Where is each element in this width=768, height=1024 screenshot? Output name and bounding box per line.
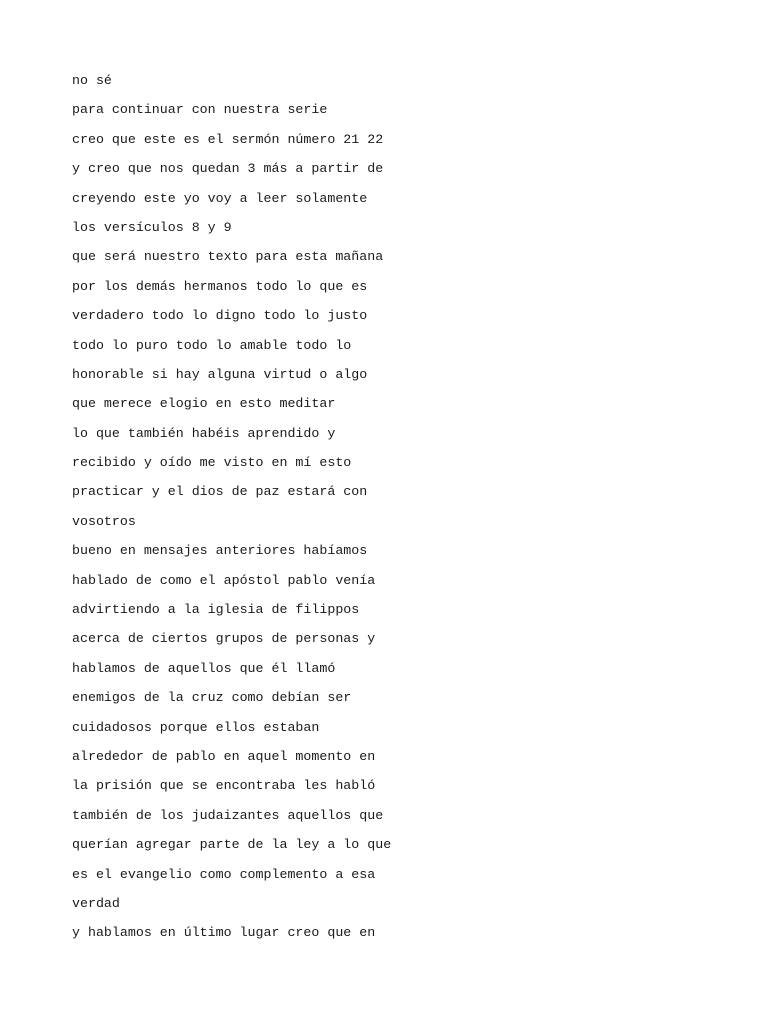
transcript-line: alrededor de pablo en aquel momento en bbox=[72, 748, 376, 764]
transcript-line: practicar y el dios de paz estará con bbox=[72, 484, 368, 500]
transcript-line: creyendo este yo voy a leer solamente bbox=[72, 190, 368, 206]
transcript-line: hablado de como el apóstol pablo venía bbox=[72, 572, 376, 588]
transcript-line: la prisión que se encontraba les habló bbox=[72, 778, 376, 794]
transcript-line: por los demás hermanos todo lo que es bbox=[72, 278, 368, 294]
transcript-line: todo lo puro todo lo amable todo lo bbox=[72, 337, 352, 353]
transcript-line: es el evangelio como complemento a esa bbox=[72, 866, 376, 882]
transcript-line: enemigos de la cruz como debían ser bbox=[72, 690, 352, 706]
transcript-line: que merece elogio en esto meditar bbox=[72, 396, 336, 412]
transcript-line: acerca de ciertos grupos de personas y bbox=[72, 631, 376, 647]
transcript-line: cuidadosos porque ellos estaban bbox=[72, 719, 320, 735]
transcript-line: que será nuestro texto para esta mañana bbox=[72, 249, 384, 265]
transcript-line: y creo que nos quedan 3 más a partir de bbox=[72, 161, 384, 177]
transcript-line: advirtiendo a la iglesia de filippos bbox=[72, 602, 360, 618]
transcript-page bbox=[72, 66, 712, 948]
transcript-line: honorable si hay alguna virtud o algo bbox=[72, 366, 368, 382]
transcript-line: recibido y oído me visto en mí esto bbox=[72, 455, 352, 471]
transcript-line: hablamos de aquellos que él llamó bbox=[72, 660, 336, 676]
transcript-line: lo que también habéis aprendido y bbox=[72, 425, 336, 441]
transcript-line: también de los judaizantes aquellos que bbox=[72, 807, 384, 823]
transcript-line: querían agregar parte de la ley a lo que bbox=[72, 837, 392, 853]
transcript-line: vosotros bbox=[72, 513, 136, 529]
transcript-line: para continuar con nuestra serie bbox=[72, 102, 328, 118]
transcript-line: no sé bbox=[72, 73, 112, 88]
transcript-line: bueno en mensajes anteriores habíamos bbox=[72, 543, 368, 559]
transcript-line: creo que este es el sermón número 21 22 bbox=[72, 131, 384, 147]
transcript-line: verdadero todo lo digno todo lo justo bbox=[72, 308, 368, 324]
transcript-line: los versículos 8 y 9 bbox=[72, 219, 232, 235]
transcript-line: y hablamos en último lugar creo que en bbox=[72, 925, 376, 941]
transcript-line: verdad bbox=[72, 895, 120, 911]
